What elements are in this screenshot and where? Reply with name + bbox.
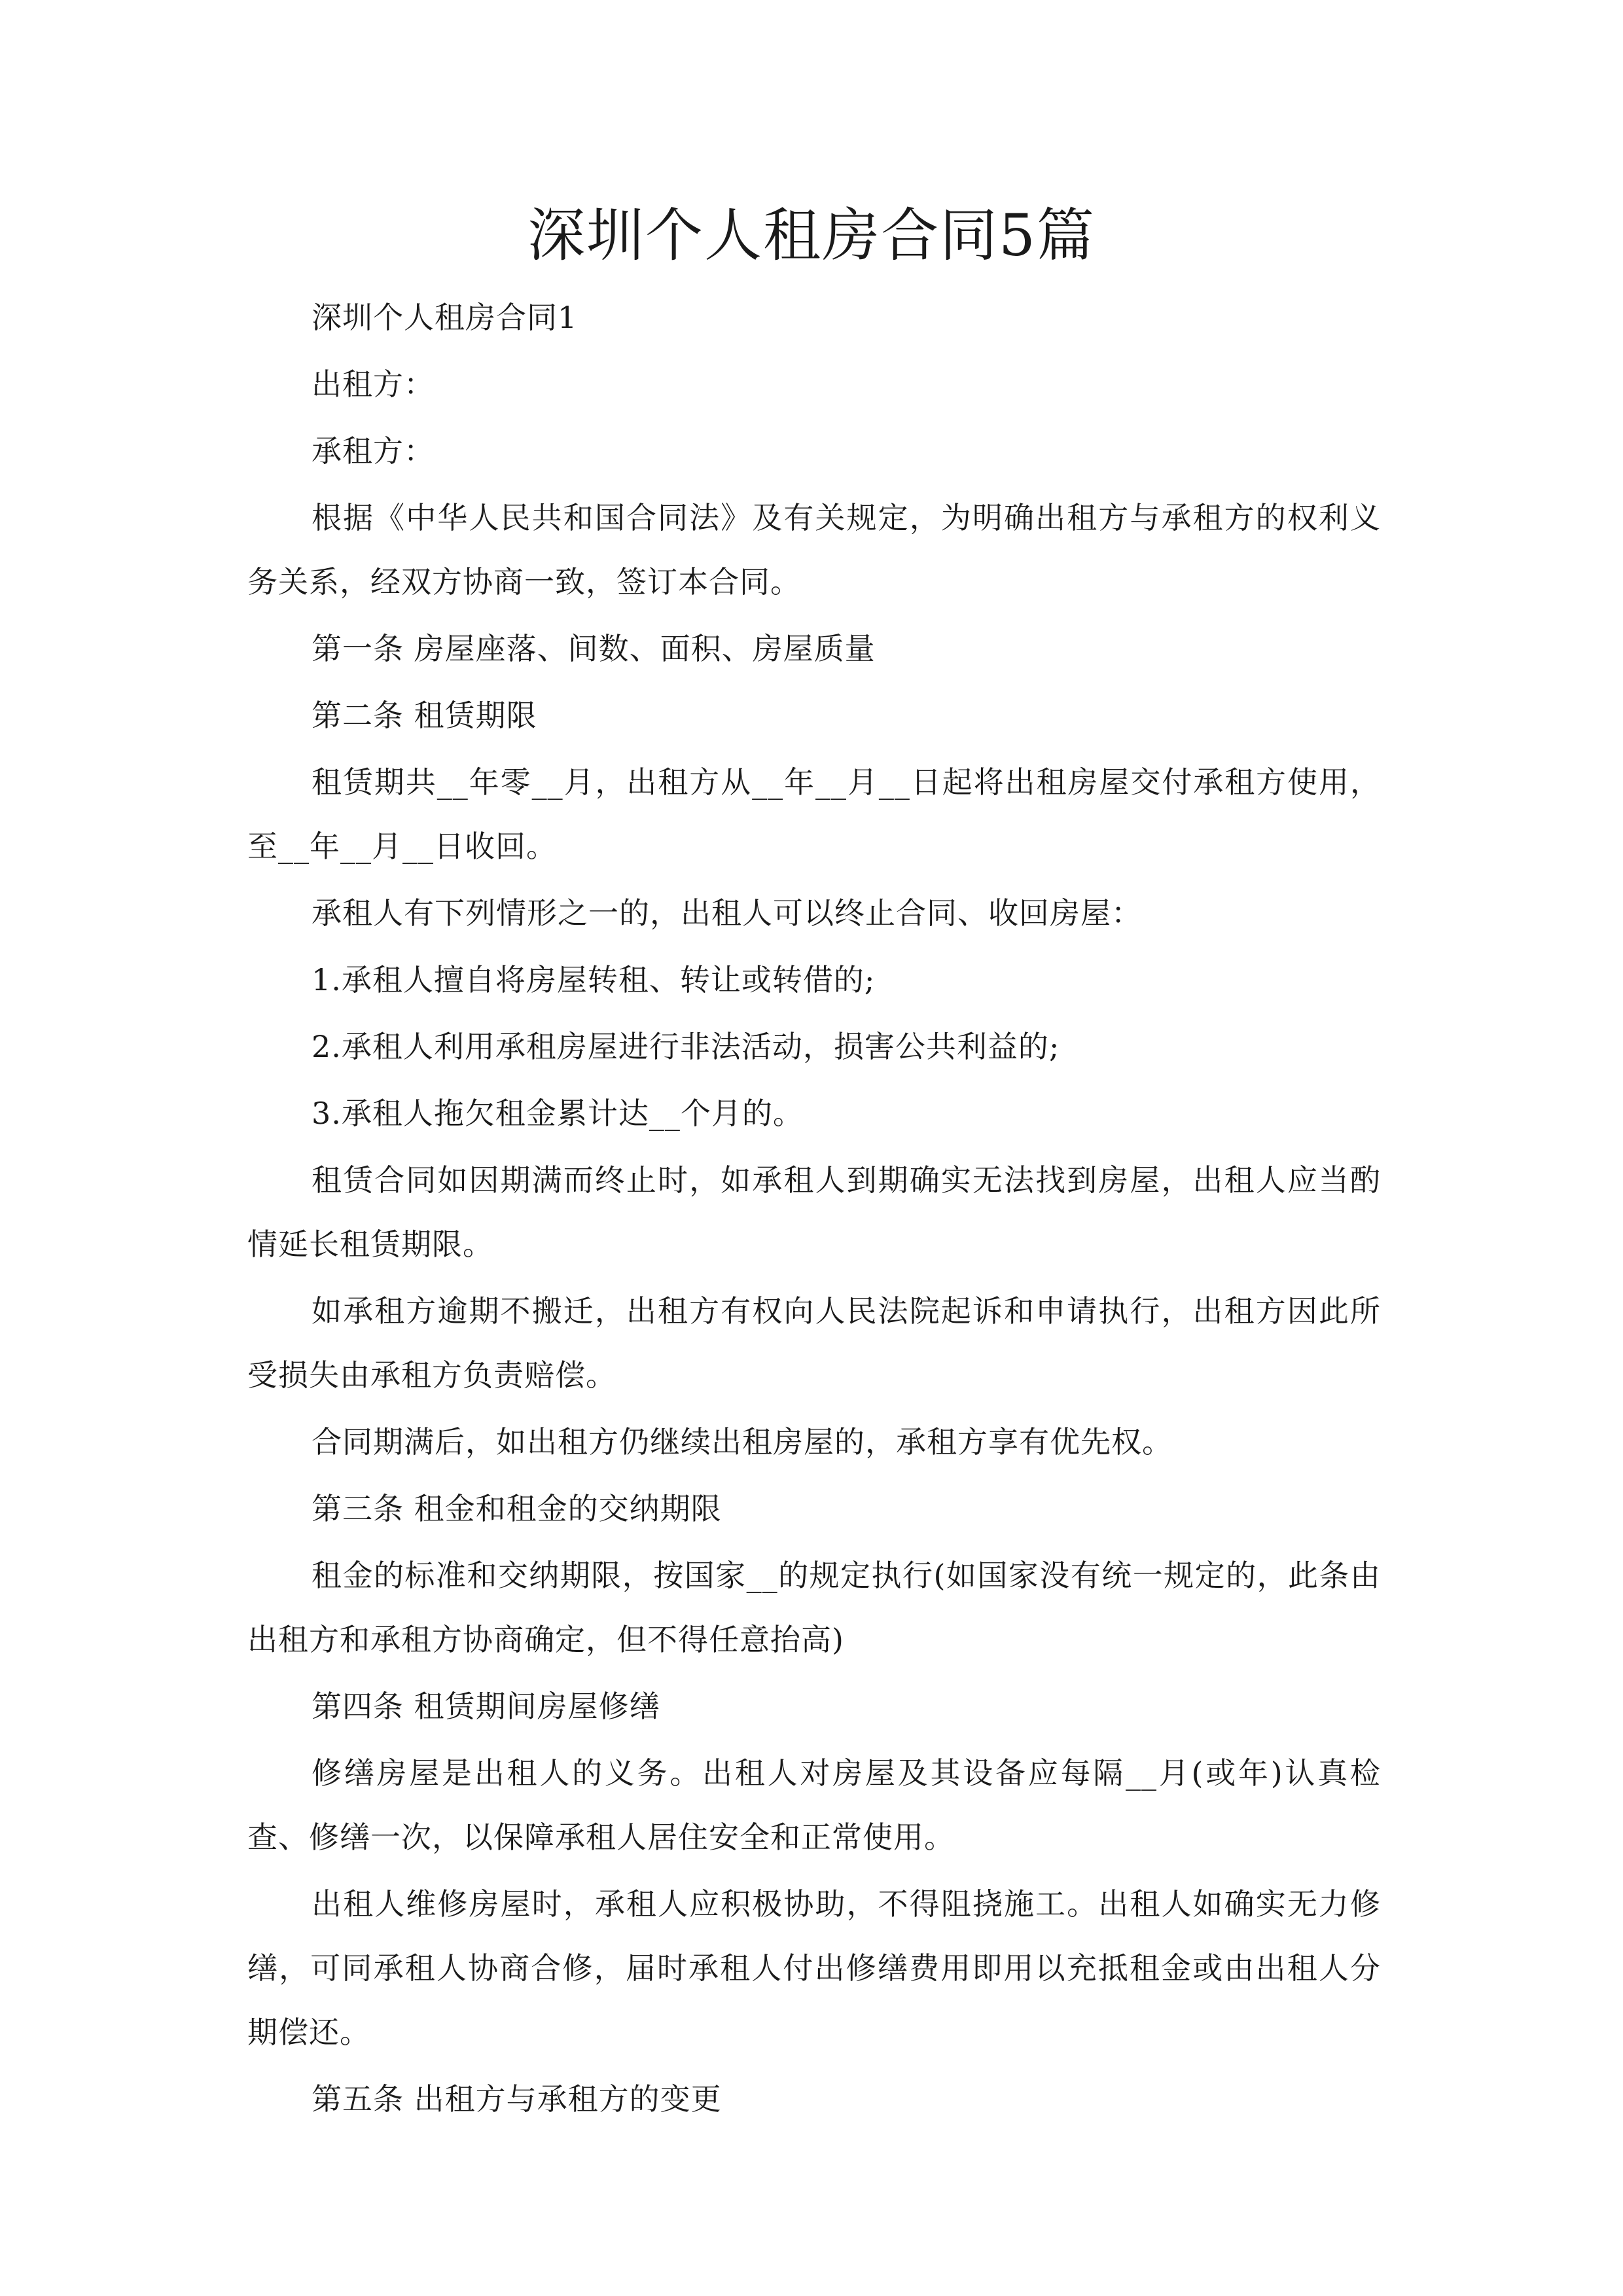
condition-item-3: 3.承租人拖欠租金累计达__个月的。 — [312, 1096, 804, 1131]
repair-obligation-paragraph: 修缮房屋是出租人的义务。出租人对房屋及其设备应每隔__月(或年)认真检查、修缮一次，以保障承租人居住安全和正常使用。 — [247, 1755, 1381, 1855]
condition-item-1: 1.承租人擅自将房屋转租、转让或转借的; — [312, 962, 876, 997]
priority-paragraph: 合同期满后，如出租方仍继续出租房屋的，承租方享有优先权。 — [312, 1424, 1173, 1460]
document-title: 深圳个人租房合同5篇 — [527, 202, 1096, 269]
overstay-paragraph: 如承租方逾期不搬迁，出租方有权向人民法院起诉和申请执行，出租方因此所受损失由承租方负责赔偿。 — [247, 1293, 1381, 1393]
document-body — [247, 285, 1381, 2134]
preamble-paragraph: 根据《中华人民共和国合同法》及有关规定，为明确出租方与承租方的权利义务关系，经双方协商一致，签订本合同。 — [247, 500, 1381, 600]
rent-standard-paragraph: 租金的标准和交纳期限，按国家__的规定执行(如国家没有统一规定的，此条由出租方和承租方协商确定，但不得任意抬高) — [247, 1558, 1381, 1657]
article-5-heading: 第五条 出租方与承租方的变更 — [312, 2081, 722, 2117]
article-4-heading: 第四条 租赁期间房屋修缮 — [312, 1689, 660, 1724]
condition-item-2: 2.承租人利用承租房屋进行非法活动，损害公共利益的; — [312, 1029, 1060, 1064]
article-3-heading: 第三条 租金和租金的交纳期限 — [312, 1491, 722, 1526]
contract-heading: 深圳个人租房合同1 — [312, 300, 578, 335]
termination-conditions-paragraph: 承租人有下列情形之一的，出租人可以终止合同、收回房屋： — [312, 895, 1142, 931]
article-1-heading: 第一条 房屋座落、间数、面积、房屋质量 — [312, 631, 876, 666]
article-2-heading: 第二条 租赁期限 — [312, 698, 537, 733]
lessor-line: 出租方： — [312, 367, 435, 402]
repair-cooperation-paragraph: 出租人维修房屋时，承租人应积极协助，不得阻挠施工。出租人如确实无力修缮，可同承租人协商合修，届时承租人付出修缮费用即用以充抵租金或由出租人分期偿还。 — [247, 1886, 1381, 2050]
lessee-line: 承租方： — [312, 433, 435, 469]
lease-term-paragraph: 租赁期共__年零__月，出租方从__年__月__日起将出租房屋交付承租方使用，至__年__月__日收回。 — [247, 764, 1381, 864]
extension-paragraph: 租赁合同如因期满而终止时，如承租人到期确实无法找到房屋，出租人应当酌情延长租赁期限。 — [247, 1162, 1381, 1262]
